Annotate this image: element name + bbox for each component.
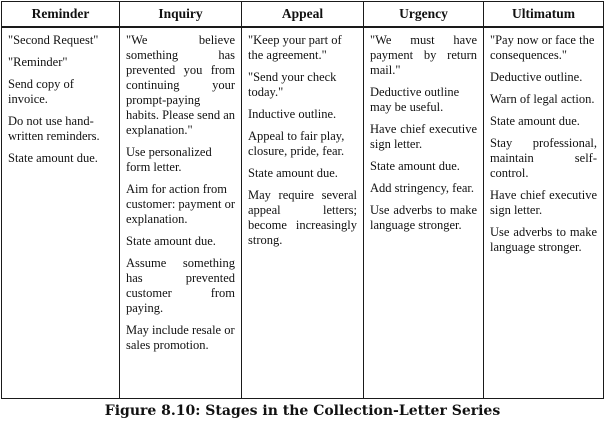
ultimatum-item: "Pay now or face the consequences." (490, 33, 595, 62)
appeal-item: State amount due. (248, 166, 338, 180)
figure-caption: Figure 8.10: Stages in the Collection-Letter Series (104, 403, 501, 419)
ultimatum-item: State amount due. (490, 114, 580, 128)
inquiry-item: State amount due. (126, 234, 216, 248)
header-reminder: Reminder (2, 2, 120, 28)
urgency-item: "We must have payment by return mail." (370, 33, 477, 77)
appeal-item: "Send your check today." (248, 70, 337, 99)
appeal-item: May require several appeal letters; become increasingly strong. (248, 188, 357, 247)
column-inquiry (120, 27, 242, 399)
inquiry-item: Use personalized form letter. (126, 145, 212, 174)
ultimatum-item: Use adverbs to make language stronger. (490, 225, 597, 254)
reminder-item: State amount due. (8, 151, 98, 165)
appeal-item: Appeal to fair play, closure, pride, fear. (248, 129, 345, 158)
column-appeal (242, 27, 364, 399)
header-row (2, 2, 604, 28)
reminder-item: "Reminder" (8, 55, 68, 69)
header-urgency: Urgency (364, 2, 484, 28)
inquiry-item: Aim for action from customer: payment or explanation. (126, 182, 235, 226)
collection-stages-table (1, 1, 604, 399)
ultimatum-item: Deductive outline. (490, 70, 583, 84)
urgency-item: Have chief executive sign letter. (370, 122, 477, 151)
ultimatum-item: Have chief executive sign letter. (490, 188, 597, 217)
reminder-item: "Second Request" (8, 33, 99, 47)
column-reminder (2, 27, 120, 399)
inquiry-item: "We believe something has prevented you from continuing your prompt-paying habits. Please send an explanation." (126, 33, 236, 137)
inquiry-item: Assume something has prevented customer from paying. (126, 256, 235, 315)
ultimatum-item: Warn of legal action. (490, 92, 595, 106)
inquiry-item: May include resale or sales promotion. (126, 323, 235, 352)
appeal-item: Inductive outline. (248, 107, 337, 121)
urgency-item: Use adverbs to make language stronger. (370, 203, 477, 232)
column-urgency (364, 27, 484, 399)
header-ultimatum: Ultimatum (484, 2, 604, 28)
header-appeal: Appeal (242, 2, 364, 28)
urgency-item: Add stringency, fear. (370, 181, 475, 195)
appeal-item: "Keep your part of the agreement." (248, 33, 342, 62)
urgency-item: State amount due. (370, 159, 460, 173)
column-ultimatum (484, 27, 604, 399)
header-inquiry: Inquiry (120, 2, 242, 28)
reminder-item: Send copy of invoice. (8, 77, 74, 106)
urgency-item: Deductive outline may be useful. (370, 85, 460, 114)
reminder-item: Do not use hand-written reminders. (8, 114, 100, 143)
ultimatum-item: Stay professional, maintain self-control. (490, 136, 597, 180)
content-row (2, 27, 604, 399)
